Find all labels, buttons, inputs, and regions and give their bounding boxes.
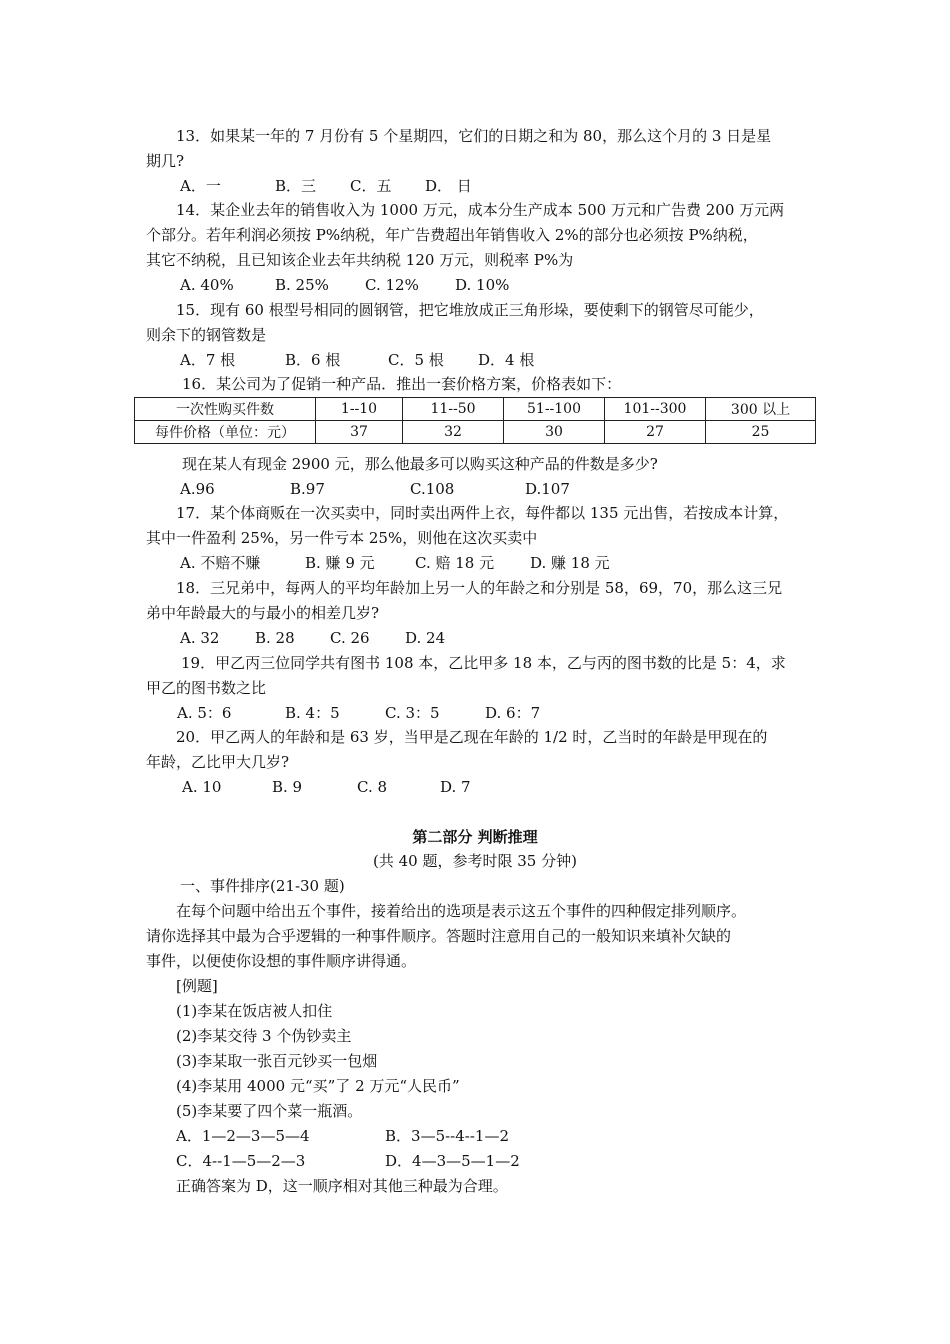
q17-option-d: D. 赚 18 元 — [530, 554, 610, 572]
q18-option-c: C. 26 — [330, 629, 370, 647]
table-cell: 11--50 — [403, 398, 504, 421]
instructions-line2: 请你选择其中最为合乎逻辑的一种事件顺序。答题时注意用自己的一般知识来填补欠缺的 — [146, 927, 732, 945]
q13-option-b: B．三 — [275, 177, 317, 195]
instructions-line3: 事件，以便使你设想的事件顺序讲得通。 — [146, 952, 417, 970]
q13-text-line1: 13．如果某一年的 7 月份有 5 个星期四，它们的日期之和为 80，那么这个月的 3 日是星 — [176, 127, 772, 145]
q17-text-line2: 其中一件盈利 25%，另一件亏本 25%，则他在这次买卖中 — [146, 529, 538, 547]
q20-option-d: D. 7 — [440, 778, 471, 796]
table-row — [135, 398, 816, 421]
q19-option-d: D. 6：7 — [485, 704, 541, 722]
example-answer: 正确答案为 D，这一顺序相对其他三种最为合理。 — [176, 1177, 508, 1195]
table-cell: 32 — [403, 421, 504, 444]
q20-option-c: C. 8 — [357, 778, 388, 796]
q14-text-line3: 其它不纳税，且已知该企业去年共纳税 120 万元，则税率 P%为 — [146, 251, 574, 269]
q13-text-line2: 期几? — [146, 152, 185, 170]
q14-option-a: A. 40% — [180, 276, 234, 294]
q18-text-line2: 弟中年龄最大的与最小的相差几岁? — [146, 604, 380, 622]
table-cell: 101--300 — [605, 398, 706, 421]
table-cell: 27 — [605, 421, 706, 444]
example-option-c: C．4--1—5—2—3 — [176, 1152, 306, 1170]
q20-text-line1: 20．甲乙两人的年龄和是 63 岁，当甲是乙现在年龄的 1/2 时，乙当时的年龄是甲现在的 — [176, 728, 768, 746]
instructions-line1: 在每个问题中给出五个事件，接着给出的选项是表示这五个事件的四种假定排列顺序。 — [176, 902, 747, 920]
q16-option-b: B.97 — [290, 480, 325, 498]
q15-option-d: D．4 根 — [478, 351, 535, 369]
q19-text-line2: 甲乙的图书数之比 — [146, 679, 267, 697]
section-title: 第二部分 判断推理 — [412, 828, 538, 846]
q19-text-line1: 19．甲乙丙三位同学共有图书 108 本，乙比甲多 18 本，乙与丙的图书数的比是 5：4，求 — [181, 654, 786, 672]
subsection-heading: 一、事件排序(21-30 题) — [180, 877, 345, 895]
q14-option-c: C. 12% — [365, 276, 419, 294]
q15-text-line2: 则余下的钢管数是 — [146, 326, 267, 344]
event-item: (2)李某交待 3 个伪钞卖主 — [176, 1027, 352, 1045]
event-item: (4)李某用 4000 元“买”了 2 万元“人民币” — [176, 1077, 460, 1095]
event-item: (1)李某在饭店被人扣住 — [176, 1002, 333, 1020]
q17-option-c: C. 赔 18 元 — [415, 554, 495, 572]
table-cell: 51--100 — [504, 398, 605, 421]
q13-option-a: A．一 — [180, 177, 221, 195]
section-subtitle: (共 40 题，参考时限 35 分钟) — [373, 852, 577, 870]
table-cell: 1--10 — [316, 398, 403, 421]
event-item: (5)李某要了四个菜一瓶酒。 — [176, 1102, 363, 1120]
table-cell: 一次性购买件数 — [135, 398, 316, 421]
q16-question: 现在某人有现金 2900 元，那么他最多可以购买这种产品的件数是多少? — [182, 455, 658, 473]
example-option-d: D．4—3—5—1—2 — [385, 1152, 520, 1170]
table-cell: 300 以上 — [706, 398, 816, 421]
q13-option-d: D． 日 — [425, 177, 472, 195]
q19-option-a: A. 5：6 — [177, 704, 232, 722]
table-cell: 每件价格（单位：元） — [135, 421, 316, 444]
table-row — [135, 421, 816, 444]
q18-option-d: D. 24 — [405, 629, 446, 647]
q20-option-a: A. 10 — [182, 778, 222, 796]
q16-option-d: D.107 — [525, 480, 570, 498]
q16-option-c: C.108 — [410, 480, 455, 498]
q17-option-b: B. 赚 9 元 — [305, 554, 375, 572]
table-cell: 37 — [316, 421, 403, 444]
price-table — [134, 397, 816, 444]
q14-text-line2: 个部分。若年利润必须按 P%纳税，年广告费超出年销售收入 2%的部分也必须按 P%纳税， — [146, 226, 758, 244]
q14-text-line1: 14．某企业去年的销售收入为 1000 万元，成本分生产成本 500 万元和广告费 200 万元两 — [176, 201, 785, 219]
q18-option-b: B. 28 — [255, 629, 295, 647]
q18-text-line1: 18．三兄弟中，每两人的平均年龄加上另一人的年龄之和分别是 58，69，70，那么这三兄 — [176, 579, 783, 597]
q15-text-line1: 15．现有 60 根型号相同的圆钢管，把它堆放成正三角形垛，要使剩下的钢管尽可能少， — [176, 301, 764, 319]
q19-option-b: B. 4：5 — [285, 704, 340, 722]
q17-text-line1: 17．某个体商贩在一次买卖中，同时卖出两件上衣，每件都以 135 元出售，若按成本计算， — [176, 504, 789, 522]
q13-option-c: C．五 — [350, 177, 392, 195]
q16-option-a: A.96 — [180, 480, 215, 498]
example-option-a: A．1—2—3—5—4 — [176, 1127, 310, 1145]
table-cell: 25 — [706, 421, 816, 444]
q20-option-b: B. 9 — [272, 778, 303, 796]
q15-option-a: A．7 根 — [180, 351, 236, 369]
q14-option-b: B. 25% — [275, 276, 329, 294]
q15-option-c: C．5 根 — [388, 351, 444, 369]
q14-option-d: D. 10% — [455, 276, 510, 294]
q17-option-a: A. 不赔不赚 — [180, 554, 261, 572]
example-label: [例题] — [176, 977, 218, 995]
table-cell: 30 — [504, 421, 605, 444]
event-item: (3)李某取一张百元钞买一包烟 — [176, 1052, 378, 1070]
q15-option-b: B．6 根 — [285, 351, 341, 369]
q18-option-a: A. 32 — [180, 629, 220, 647]
q19-option-c: C. 3：5 — [385, 704, 440, 722]
q16-intro: 16．某公司为了促销一种产品．推出一套价格方案，价格表如下： — [182, 375, 622, 393]
q20-text-line2: 年龄，乙比甲大几岁? — [146, 753, 290, 771]
example-option-b: B．3—5--4--1—2 — [385, 1127, 510, 1145]
